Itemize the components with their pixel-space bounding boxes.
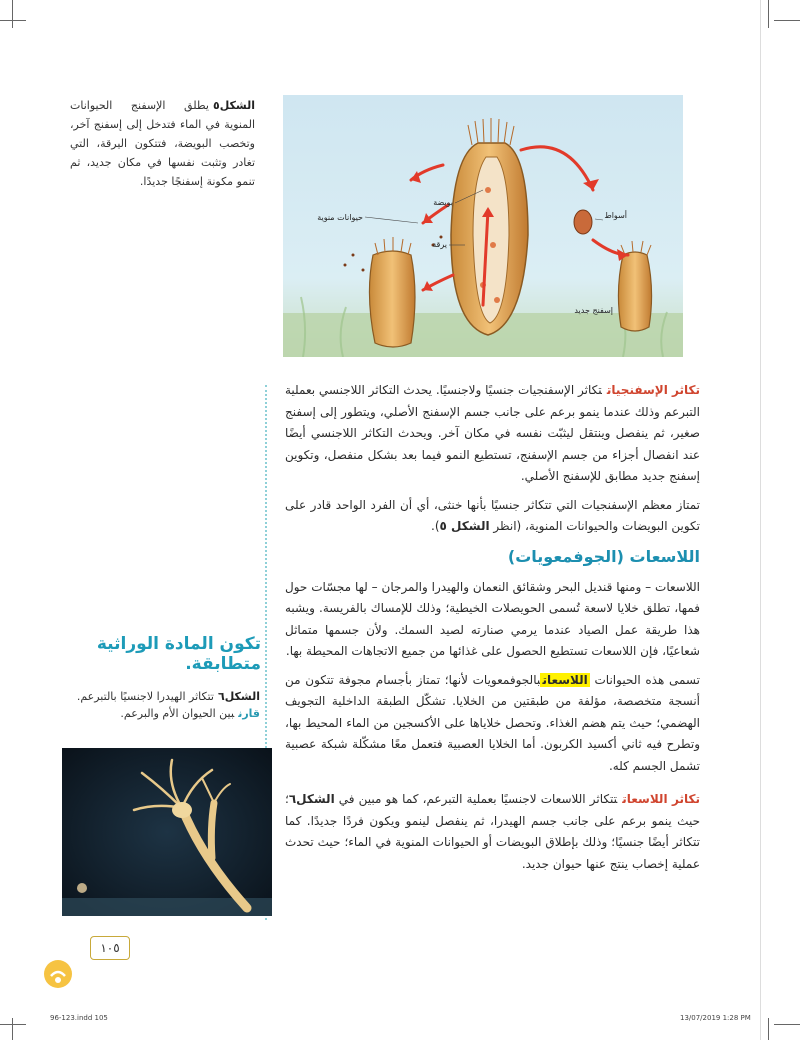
left-sponge-icon	[369, 237, 415, 347]
paragraph-text: ).	[431, 519, 440, 533]
compare-label: قارن	[238, 707, 260, 720]
figure5-caption	[70, 96, 255, 191]
footer-file-info: 96-123.indd 105	[50, 1014, 108, 1022]
paragraph-sponge-reproduction	[285, 380, 700, 488]
paragraph-text: اللاسعات – ومنها قنديل البحر وشقائق النعمان والهيدرا والمرجان – لها مجسّات حول فمها، تطلق خلايا لاسعة تُسمى الحويصلات الخيطية؛ وذلك للإمساك بالفريسة. ويشبه هذا طريقة عمل الصياد عندما يرمي صنارته لصيد السمك. ولأن جسمها متماثل شعاعيًا، فإن اللاسعات تستطيع الحصول على غذائها من جميع الاتجاهات المحيطة بها.	[285, 579, 700, 658]
crop-mark	[774, 1024, 800, 1025]
paragraph-text: بالجوفمعويات لأنها؛ تمتاز بأجسام مجوفة تتكون من أنسجة متخصصة، مؤلفة من طبقتين من الخلايا. تشكّل الطبقة الداخلية التجويف الهضمي؛ حيث يتم هضم الغذاء. وتحصل خلاياها على الأكسجين من الماء المحيط بها، وتطرح فيه ثاني أكسيد الكربون. أما الخلايا العصبية فتعمل معًا مشكّلة شبكة عصبية تشمل الجسم كله.	[285, 672, 700, 773]
label-egg: بويضة	[433, 198, 453, 207]
larva-icon	[574, 210, 592, 234]
crop-mark	[0, 1024, 26, 1025]
crop-mark	[0, 20, 26, 21]
page-trim-line	[760, 0, 761, 1040]
section-heading-cnidarians: اللاسعات (الجوفمعويات)	[507, 546, 700, 566]
figure6-caption-text: تتكاثر الهيدرا لاجنسيًا بالتبرعم.	[76, 690, 214, 703]
keyword-cnidarian-reproduction: تكاثر اللاسعات	[622, 792, 700, 806]
publisher-logo-icon	[42, 958, 74, 990]
paragraph-text: ؛ حيث ينمو برعم على جانب جسم الهيدرا، ثم ينفصل لينمو ويكون فردًا جديدًا. كما تتكاثر أيضًا جنسيًا؛ وذلك بإطلاق البويضات أو الحيوانات المنوية في الماء؛ حيث تحدث عملية إخصاب ينتج عنها حيوان جديد.	[285, 792, 700, 871]
crop-mark	[12, 1018, 13, 1040]
label-sperm: حيوانات منوية	[317, 213, 363, 222]
paragraph-text: تتكاثر اللاسعات لاجنسيًا بعملية التبرعم، كما هو مبين في	[338, 792, 618, 806]
paragraph-cnidarian-reproduction	[285, 789, 700, 875]
main-text	[285, 380, 700, 882]
answer-note: تكون المادة الوراثية متطابقة.	[96, 634, 261, 674]
sponge-reproduction-illustration	[283, 95, 683, 357]
figure6-reference: الشكل٦	[288, 792, 335, 806]
crop-mark	[774, 20, 800, 21]
figure5-caption-text: يطلق الإسفنج الحيوانات المنوية في الماء فتدخل إلى إسفنج آخر، وتخصب البويضة، فتتكون اليرقة، التي تغادر وتثبت نفسها في مكان جديد، ثم تنمو مكونة إسفنجًا جديدًا.	[70, 99, 255, 188]
figure5-reference: الشكل ٥	[439, 519, 490, 533]
crop-mark	[12, 0, 13, 28]
label-new-sponge: إسفنج جديد	[574, 306, 613, 315]
label-larva: يرقة	[432, 240, 447, 249]
paragraph-hermaphrodite	[285, 495, 700, 538]
footer-timestamp: 13/07/2019 1:28 PM	[680, 1014, 751, 1022]
figure6-caption	[70, 688, 260, 722]
paragraph-text: تكاثر الإسفنجيات جنسيًا ولاجنسيًا. يحدث التكاثر اللاجنسي بعملية التبرعم وذلك عندما ينمو برعم على جانب جسم الإسفنج الأصلي، ويتطور إلى إسفنج صغير، ثم ينفصل وينتقل ليثبّت نفسه في مكان آخر. ويحدث التكاثر اللاجنسي أيضًا عند انفصال أجزاء من جسم الإسفنج، تستطيع النمو فيما بعد بشكل منفصل، وتكوين إسفنج جديد مطابق للإسفنج الأصلي.	[285, 383, 700, 483]
compare-text: بين الحيوان الأم والبرعم.	[120, 707, 235, 720]
crop-mark	[768, 0, 769, 28]
label-flagella: أسواط	[604, 211, 627, 220]
paragraph-text: تمتاز معظم الإسفنجيات التي تتكاثر جنسيًا بأنها خنثى، أي أن الفرد الواحد قادر على تكوين البويضات والحيوانات المنوية، (انظر	[285, 497, 700, 533]
keyword-sponge-reproduction: تكاثر الإسفنجيات	[606, 383, 700, 397]
hydra-budding-photo	[62, 748, 272, 916]
paragraph-cnidarians	[285, 577, 700, 663]
page-number: ١٠٥	[90, 936, 130, 960]
paragraph-cnidarian-body	[285, 670, 700, 778]
figure5-label: الشكل٥	[212, 99, 255, 112]
highlighted-term: اللاسعات	[542, 672, 588, 687]
paragraph-text: تسمى هذه الحيوانات	[594, 672, 700, 687]
figure6-label: الشكل٦	[217, 690, 260, 703]
crop-mark	[768, 1018, 769, 1040]
